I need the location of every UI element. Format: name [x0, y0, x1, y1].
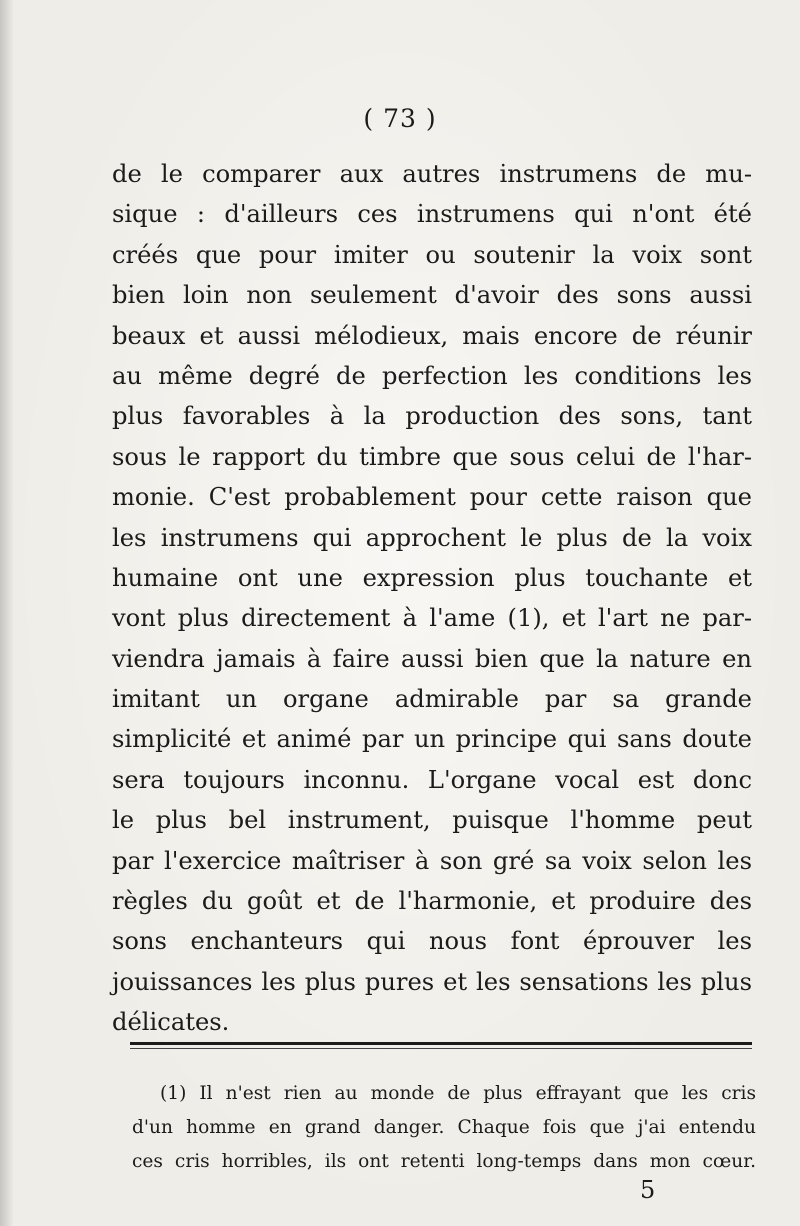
page-number: ( 73 ): [363, 104, 437, 133]
footnote-separator-rule: [130, 1042, 752, 1045]
text-line: bien loin non seulement d'avoir des sons aussi: [112, 281, 752, 310]
text-line: jouissances les plus pures et les sensations les plus: [112, 967, 752, 996]
text-line: plus favorables à la production des sons, tant: [112, 402, 752, 431]
text-line-last: délicates.: [112, 1008, 230, 1037]
text-line: beaux et aussi mélodieux, mais encore de réunir: [112, 321, 752, 350]
text-line: par l'exercice maîtriser à son gré sa voix selon les: [112, 846, 752, 875]
footnote: [132, 1077, 756, 1179]
text-line: monie. C'est probablement pour cette raison que: [112, 483, 752, 512]
text-line: vont plus directement à l'ame (1), et l'art ne par-: [112, 604, 752, 633]
body-text: [112, 154, 752, 1043]
text-line: simplicité et animé par un principe qui sans doute: [112, 725, 752, 754]
footnote-line: ces cris horribles, ils ont retenti long-temps dans mon cœur.: [132, 1151, 756, 1172]
text-line: de le comparer aux autres instrumens de mu-: [112, 160, 752, 188]
text-line: sous le rapport du timbre que sous celui de l'har-: [112, 442, 752, 471]
text-line: imitant un organe admirable par sa grande: [112, 685, 752, 714]
text-line: sera toujours inconnu. L'organe vocal est donc: [112, 765, 752, 794]
text-line: sons enchanteurs qui nous font éprouver les: [112, 927, 752, 956]
text-line: créés que pour imiter ou soutenir la voix sont: [112, 240, 752, 269]
text-line: sique : d'ailleurs ces instrumens qui n'ont été: [112, 200, 752, 229]
signature-mark: 5: [640, 1176, 656, 1204]
text-line: humaine ont une expression plus touchante et: [112, 563, 752, 592]
footnote-line: d'un homme en grand danger. Chaque fois que j'ai entendu: [132, 1117, 756, 1138]
text-line: au même degré de perfection les conditions les: [112, 361, 752, 390]
footnote-line: (1) Il n'est rien au monde de plus effrayant que les cris: [160, 1083, 756, 1104]
text-line: les instrumens qui approchent le plus de la voix: [112, 523, 752, 552]
text-line: règles du goût et de l'harmonie, et produire des: [112, 887, 752, 916]
footnote-separator-rule-thin: [130, 1048, 752, 1049]
page-gutter-shadow: [0, 0, 14, 1226]
text-line: le plus bel instrument, puisque l'homme peut: [112, 806, 752, 835]
text-line: viendra jamais à faire aussi bien que la nature en: [112, 644, 752, 673]
